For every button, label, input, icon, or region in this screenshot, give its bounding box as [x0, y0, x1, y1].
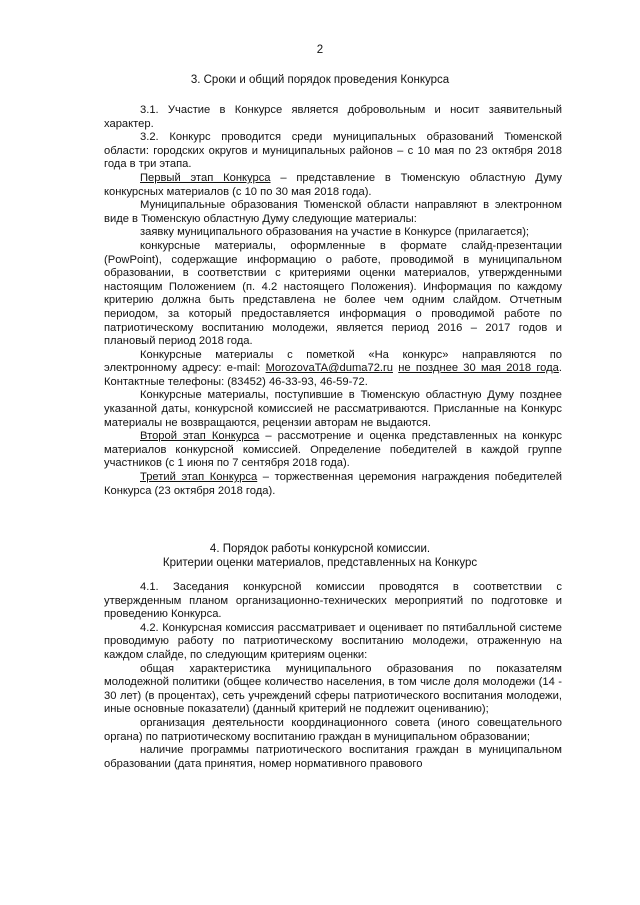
- paragraph-criterion-program: наличие программы патриотического воспитания граждан в муниципальном образовании (дата принятия, номер нормативного правового: [104, 744, 562, 770]
- second-stage-text: – рассмотрение и оценка представленных на конкурс материалов конкурсной комиссией. Определение победителей в каждой группе участников (с 1 июня по 7 сентября 2018 года).: [104, 430, 562, 470]
- first-stage-text: – представление в Тюменскую областную Думу конкурсных материалов (с 10 по 30 мая 2018 года).: [104, 171, 562, 198]
- third-stage-text: – торжественная церемония награждения победителей Конкурса (23 октября 2018 года).: [104, 471, 562, 497]
- paragraph-email: [104, 349, 562, 390]
- paragraph-criterion-general: общая характеристика муниципального образования по показателям молодежной политики (общее количество населения, в том числе доля молодежи (14 - 30 лет) (в процентах), сеть учреждений сферы патриотического воспитания молодежи, иные основные показатели) (данный критерий не подлежит оцениванию);: [104, 662, 562, 716]
- section-4-body: [104, 581, 562, 771]
- paragraph-application: заявку муниципального образования на участие в Конкурсе (прилагается);: [140, 226, 530, 239]
- paragraph-4-1: 4.1. Заседания конкурсной комиссии проводятся в соответствии с утвержденным планом организационно-технических мероприятий по подготовке и проведению Конкурса.: [104, 581, 562, 621]
- section-4-title: [0, 542, 640, 570]
- email-intro-text: Конкурсные материалы с пометкой «На конкурс» направляются по электронному адресу: e-mail:: [104, 348, 562, 375]
- second-stage-label: Второй этап Конкурса: [140, 430, 260, 443]
- first-stage-label: Первый этап Конкурса: [140, 171, 271, 184]
- paragraph-second-stage: [104, 430, 562, 471]
- section-3-title: 3. Сроки и общий порядок проведения Конкурса: [190, 74, 450, 86]
- deadline-text: не позднее 30 мая 2018 года: [398, 362, 559, 375]
- section-3-body: [104, 104, 562, 498]
- paragraph-first-stage: [104, 172, 562, 199]
- paragraph-materials-intro: Муниципальные образования Тюменской области направляют в электронном виде в Тюменскую областную Думу следующие материалы:: [104, 199, 562, 225]
- page-number: 2: [316, 44, 324, 56]
- email-link[interactable]: MorozovaTA@duma72.ru: [265, 362, 393, 375]
- third-stage-label: Третий этап Конкурса: [140, 471, 258, 484]
- paragraph-3-2: 3.2. Конкурс проводится среди муниципальных образований Тюменской области: городских округов и муниципальных районов – с 10 мая по 23 октября 2018 года в три этапа.: [104, 131, 562, 171]
- paragraph-late-materials: Конкурсные материалы, поступившие в Тюменскую областную Думу позднее указанной даты, конкурсной комиссией не рассматриваются. Присланные на Конкурс материалы не возвращаются, рецензии авторам не выдаются.: [104, 389, 562, 429]
- section-4-title-line-1: 4. Порядок работы конкурсной комиссии.: [209, 543, 431, 555]
- paragraph-4-2: 4.2. Конкурсная комиссия рассматривает и оценивает по пятибалльной системе проводимую работу по патриотическому воспитанию молодежи, отраженную на каждом слайде, по следующим критериям оценки:: [104, 621, 562, 661]
- paragraph-third-stage: [104, 471, 562, 498]
- paragraph-criterion-council: организация деятельности координационного совета (иного совещательного органа) по патриотическому воспитанию граждан в муниципальном образовании;: [104, 716, 562, 743]
- paragraph-presentation: конкурсные материалы, оформленные в формате слайд-презентации (PowPoint), содержащие информацию о работе, проводимой в муниципальном образовании, в соответствии с критериями оценки материалов, утвержденными настоящим Положением (п. 4.2 настоящего Положения). Информация по каждому критерию должна быть представлена не более чем одним слайдом. Отчетным периодом, за который предоставляется информация о проводимой работе по патриотическому воспитанию молодежи, является период 2016 – 2017 годов и плановый период 2018 года.: [104, 239, 562, 348]
- paragraph-3-1: 3.1. Участие в Конкурсе является добровольным и носит заявительный характер.: [104, 104, 562, 130]
- contact-phones-text: . Контактные телефоны: (83452) 46-33-93, 46-59-72.: [104, 362, 562, 388]
- section-4-title-line-2: Критерии оценки материалов, представленных на Конкурс: [162, 557, 478, 569]
